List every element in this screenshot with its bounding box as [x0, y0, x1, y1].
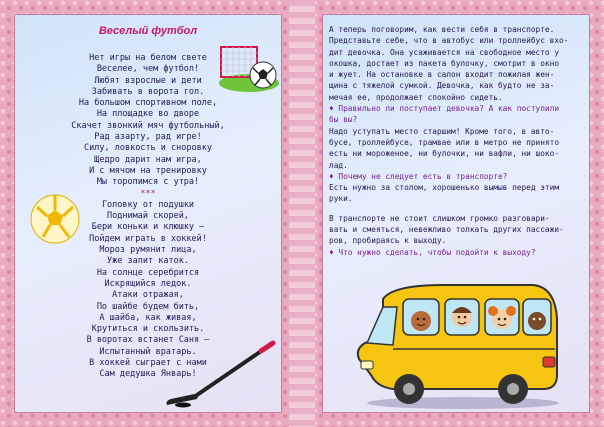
poem-line: На большом спортивном поле,: [78, 98, 218, 109]
poem-line: Веселее, чем футбол!: [96, 64, 200, 75]
left-page: [14, 14, 282, 413]
soccer-goal-icon: [211, 39, 281, 95]
paragraph-eat-at-table: [329, 182, 583, 205]
poem-line: На площадке во дворе: [96, 109, 200, 120]
poem-line: Крутиться и скользить.: [91, 324, 205, 335]
poem-line: Забивать в ворота гол.: [91, 86, 205, 97]
poem-line: По шайбе будем бить,: [96, 301, 200, 312]
poem-line: В воротах встанет Саня –: [86, 335, 210, 346]
poem-line: ***: [140, 188, 156, 199]
poem-line: В хоккей сыграет с нами: [89, 358, 207, 369]
poem-line: Мы торопимся с утра!: [96, 177, 200, 188]
poem-line: Пойдем играть в хоккей!: [89, 233, 207, 244]
poem-line: Щедро дарит нам игра,: [94, 154, 202, 165]
text-line: Представьте себе, что в автобус или троллейбус вхо-: [329, 36, 569, 46]
poem-line: И с мячом на тренировку: [89, 165, 207, 176]
poem-line: А шайба, как живая,: [99, 312, 197, 323]
right-text: [329, 24, 583, 258]
book-spine: [289, 0, 315, 427]
school-bus-illustration: [353, 279, 563, 411]
paragraph-give-seat: [329, 126, 583, 171]
text-line: щина с тяжелой сумкой. Девочка, как будто не за-: [329, 81, 555, 91]
poem-line: Мороз румянит лица,: [99, 245, 197, 256]
text-line: вать и смеяться, невежливо толкать других пассажи-: [329, 225, 564, 235]
text-line: ров, пробираясь к выходу.: [329, 236, 447, 246]
question-eating: [329, 171, 583, 182]
poem-line: Скачет звонкий мяч футбольный,: [71, 120, 225, 131]
text-line: бусе, троллейбусе, трамвае или в метро не принято: [329, 137, 560, 147]
text-line: бы вы?: [329, 115, 358, 125]
poem-line: Любят взрослые и дети: [94, 75, 202, 86]
poem-line: Уже запит каток.: [107, 256, 189, 267]
paragraph-transport: [329, 24, 583, 103]
question-exit: [329, 247, 583, 258]
poem-line: Атаки отражая,: [112, 290, 184, 301]
text-line: руки.: [329, 194, 353, 204]
question-girl: [329, 103, 583, 126]
text-line: мечая ее, продолжает спокойно сидеть.: [329, 92, 503, 102]
poem-line: Силу, ловкость и сноровку: [84, 143, 212, 154]
poem-line: Сам дедушка Январь!: [99, 369, 197, 380]
poem-line: На солнце серебрится: [96, 267, 200, 278]
text-line: окошка, достает из пакета булочку, смотрит в окно: [329, 58, 560, 68]
text-line: дит девочка. Она усаживается на свободное место у: [329, 47, 560, 57]
text-line: есть ни мороженое, ни булочки, ни вафли, ни шоко-: [329, 149, 560, 159]
poem-line: Искрящийся ледок.: [104, 278, 192, 289]
text-line: Есть нужно за столом, хорошенько вымыв перед этим: [329, 183, 560, 193]
text-line: В транспорте не стоит слишком громко разговари-: [329, 213, 550, 223]
text-line: и жует. На остановке в салон входит пожилая жен-: [329, 70, 555, 80]
yellow-ball-icon: [29, 193, 81, 245]
text-line: ♦ Что нужно сделать, чтобы подойти к выходу?: [329, 247, 536, 257]
paragraph-behavior: [329, 213, 583, 247]
text-line: Надо уступать место старшим! Кроме того, в авто-: [329, 126, 555, 136]
right-page: [322, 14, 590, 413]
poem-line: Головку от подушки: [101, 199, 195, 210]
text-line: ♦ Почему не следует есть в транспорте?: [329, 171, 508, 181]
poem-line: Рад азарту, рад игре!: [94, 132, 202, 143]
poem-line: Нет игры на белом свете: [89, 53, 207, 63]
poem-line: Испытанный вратарь.: [99, 346, 197, 357]
poem-line: Поднимай скорей,: [107, 211, 189, 222]
poem-line: Бери коньки и клюшку –: [91, 222, 205, 233]
text-line: ♦ Правильно ли поступает девочка? А как поступили: [329, 104, 560, 114]
poem-title: Веселый футбол: [98, 25, 198, 37]
text-line: А теперь поговорим, как вести себя в транспорте.: [329, 25, 555, 34]
text-line: лад.: [329, 160, 348, 170]
hockey-stick-icon: [161, 339, 281, 409]
